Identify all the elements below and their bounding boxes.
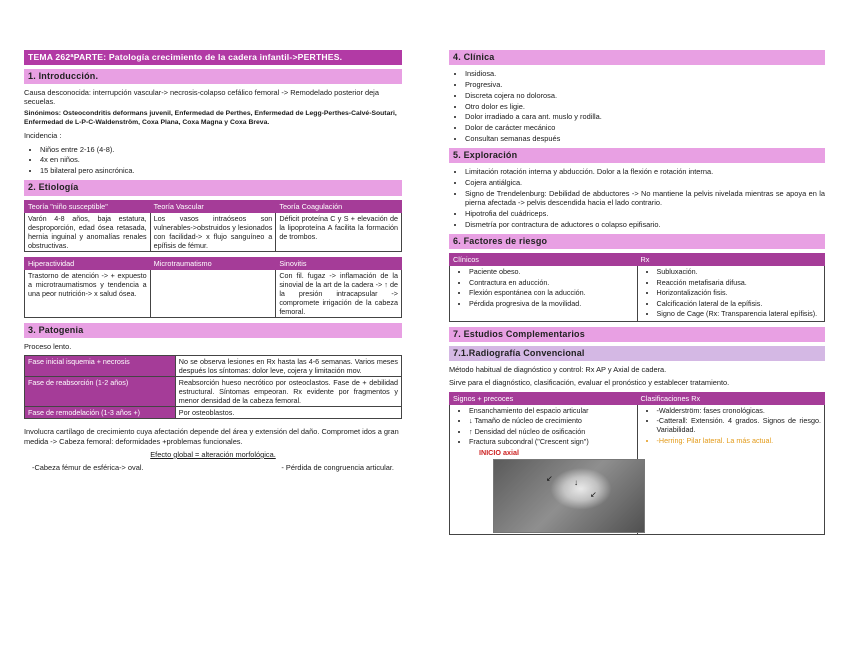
list-item: • Hipotrofia del cuádriceps. — [465, 209, 825, 218]
list-item: • Dismetría por contractura de aductores o colapso epifisario. — [465, 220, 825, 229]
table-header: Teoría "niño susceptible" — [25, 200, 151, 212]
table-header: Teoría Vascular — [150, 200, 276, 212]
list-item: • Consultan semanas después — [465, 134, 825, 143]
list-item: • Ensanchamiento del espacio articular — [469, 406, 634, 415]
list-item: • ↓ Tamaño de núcleo de crecimiento — [469, 416, 634, 425]
list-item: • Progresiva. — [465, 80, 825, 89]
list-item: • Flexión espontánea con la aducción. — [469, 288, 634, 297]
list-item: • Horizontalización fisis. — [657, 288, 822, 297]
table-row — [450, 404, 825, 534]
list-item: • Otro dolor es ligie. — [465, 102, 825, 111]
patogenia-table — [24, 355, 402, 419]
list-item: • -Walderström: fases cronológicas. — [657, 406, 822, 415]
table-cell: Varón 4-8 años, baja estatura, desproporción, edad ósea retasada, hernia inguinal y anomalías renales obstructivas. — [25, 212, 151, 251]
clinica-list — [449, 69, 825, 143]
arrow-icon: ↓ — [574, 477, 578, 487]
exploracion-list — [449, 167, 825, 229]
table-row — [25, 212, 402, 251]
list-item: • Cojera antiálgica. — [465, 178, 825, 187]
list-item: • Insidiosa. — [465, 69, 825, 78]
phase-label: Fase de reabsorción (1-2 años) — [25, 377, 176, 407]
list-item: • Signo de Trendelenburg: Debilidad de abductores -> No mantiene la pelvis nivelada mientras se apoya en la pierna afectada -> pelvis descendida hacia el lado contrario. — [465, 189, 825, 208]
left-column — [24, 50, 402, 472]
page-title: TEMA 262ªPARTE: Patología crecimiento de la cadera infantil->PERTHES. — [24, 50, 402, 65]
section-patogenia-heading: 3. Patogenia — [24, 323, 402, 338]
table-header: Rx — [637, 254, 825, 266]
table-cell — [637, 266, 825, 322]
table-header: Clínicos — [450, 254, 638, 266]
effect-global: Efecto global = alteración morfológica. — [150, 449, 276, 459]
effect-row — [24, 463, 402, 472]
list-item: • Niños entre 2-16 (4-8). — [40, 145, 402, 154]
list-item: • Fractura subcondral ("Crescent sign") — [469, 437, 634, 446]
table-row — [25, 356, 402, 377]
list-item: • Subluxación. — [657, 267, 822, 276]
factores-table — [449, 253, 825, 322]
list-item: • Calcificación lateral de la epífisis. — [657, 299, 822, 308]
incidence-label: Incidencia : — [24, 131, 62, 141]
table-row — [25, 377, 402, 407]
section-exploracion-heading: 5. Exploración — [449, 148, 825, 163]
list-item: • ↑ Densidad del núcleo de osificación — [469, 427, 634, 436]
table-cell — [637, 404, 825, 534]
table-row — [25, 269, 402, 317]
section-factores-heading: 6. Factores de riesgo — [449, 234, 825, 249]
list-item-highlight: • -Herring: Pilar lateral. La más actual. — [657, 436, 822, 445]
section-radiografia-heading: 7.1.Radiografía Convencional — [449, 346, 825, 361]
phase-label: Fase de remodelación (1-3 años +) — [25, 407, 176, 419]
arrow-icon: ↙ — [546, 473, 553, 483]
etiologia-table-2 — [24, 257, 402, 318]
table-cell: Trastorno de atención -> + expuesto a microtraumatismos y tendencia a una peor nutrición-> x salud ósea. — [25, 269, 151, 317]
patogenia-text: Involucra cartílago de crecimiento cuya afectación depende del área y extensión del daño. Compromet idos a gran medida -> Cabeza femoral: deformidades +problemas funcionales. — [24, 427, 399, 446]
list-item: • Signo de Cage (Rx: Transparencia lateral epífisis). — [657, 309, 822, 318]
rx-table — [449, 392, 825, 535]
list-item: • Dolor de carácter mecánico — [465, 123, 825, 132]
section-intro-heading: 1. Introducción. — [24, 69, 402, 84]
table-cell — [150, 269, 276, 317]
table-cell: Con fil. fugaz -> inflamación de la sinovial de la art de la cadera -> ↑ de la presión intracapsular -> compromete irrigación de la cabeza femoral. — [276, 269, 402, 317]
phase-text: No se observa lesiones en Rx hasta las 4-6 semanas. Varios meses después los síntomas: dolor leve, cojera y limitación mov. — [175, 356, 401, 377]
section-etiologia-heading: 2. Etiología — [24, 180, 402, 195]
table-cell: Déficit proteína C y S + elevación de la lipoproteína A facilita la formación de trombos. — [276, 212, 402, 251]
effect-left: -Cabeza fémur de esférica-> oval. — [32, 463, 144, 473]
etiologia-table-1 — [24, 200, 402, 252]
table-cell: Los vasos intraóseos son vulnerables->obstruidos y lesionados con facilidad-> x flujo sanguíneo a epífisis de fémur. — [150, 212, 276, 251]
table-header: Microtraumatismo — [150, 257, 276, 269]
effect-right: - Pérdida de congruencia articular. — [281, 463, 394, 473]
section-clinica-heading: 4. Clínica — [449, 50, 825, 65]
section-estudios-heading: 7. Estudios Complementarios — [449, 327, 825, 342]
list-item: • 15 bilateral pero asincrónica. — [40, 166, 402, 175]
table-header: Clasificaciones Rx — [637, 392, 825, 404]
table-row — [450, 266, 825, 322]
list-item: • Contractura en aducción. — [469, 278, 634, 287]
list-item: • Paciente obeso. — [469, 267, 634, 276]
phase-text: Reabsorción hueso necrótico por osteoclastos. Fase de + debilidad estructural. Síntomas empeoran. Rx evidente por fragmentos y menor densidad de la cabeza femoral. — [175, 377, 401, 407]
list-item: • -Catterall: Extensión. 4 grados. Signos de riesgo. Variabilidad. — [657, 416, 822, 434]
table-header: Sinovitis — [276, 257, 402, 269]
list-item: • Pérdida progresiva de la movilidad. — [469, 299, 634, 308]
list-item: • 4x en niños. — [40, 155, 402, 164]
list-item: • Dolor irradiado a cara ant. muslo y rodilla. — [465, 112, 825, 121]
table-row — [25, 407, 402, 419]
estudios-text-1: Método habitual de diagnóstico y control: Rx AP y Axial de cadera. — [449, 365, 667, 375]
incidence-list — [24, 145, 402, 176]
table-cell — [450, 404, 638, 534]
phase-text: Por osteoblastos. — [175, 407, 401, 419]
table-header: Teoría Coagulación — [276, 200, 402, 212]
inicio-axial-note: INICIO axial — [479, 447, 519, 457]
table-header: Hiperactividad — [25, 257, 151, 269]
right-column — [449, 50, 825, 540]
list-item: • Limitación rotación interna y abducción. Dolor a la flexión e rotación interna. — [465, 167, 825, 176]
table-cell — [450, 266, 638, 322]
patogenia-intro: Proceso lento. — [24, 342, 72, 352]
phase-label: Fase inicial isquemia + necrosis — [25, 356, 176, 377]
synonyms-text: Sinónimos: Osteocondritis deformans juvenil, Enfermedad de Perthes, Enfermedad de Legg-Perthes-Calvé-Soutari, Enfermedad de L-P-C-Waldenström, Coxa Plana, Coxa Magna y Coxa Breva. — [24, 110, 397, 126]
arrow-icon: ↙ — [590, 489, 597, 499]
hip-xray-image — [493, 459, 645, 533]
list-item: • Discreta cojera no dolorosa. — [465, 91, 825, 100]
list-item: • Reacción metafisaria difusa. — [657, 278, 822, 287]
estudios-text-2: Sirve para el diagnóstico, clasificación, evaluar el pronóstico y establecer tratamiento. — [449, 378, 730, 388]
intro-text: Causa desconocida: interrupción vascular-> necrosis-colapso cefálico femoral -> Remodelado posterior deja secuelas. — [24, 87, 379, 107]
table-header: Signos + precoces — [450, 392, 638, 404]
